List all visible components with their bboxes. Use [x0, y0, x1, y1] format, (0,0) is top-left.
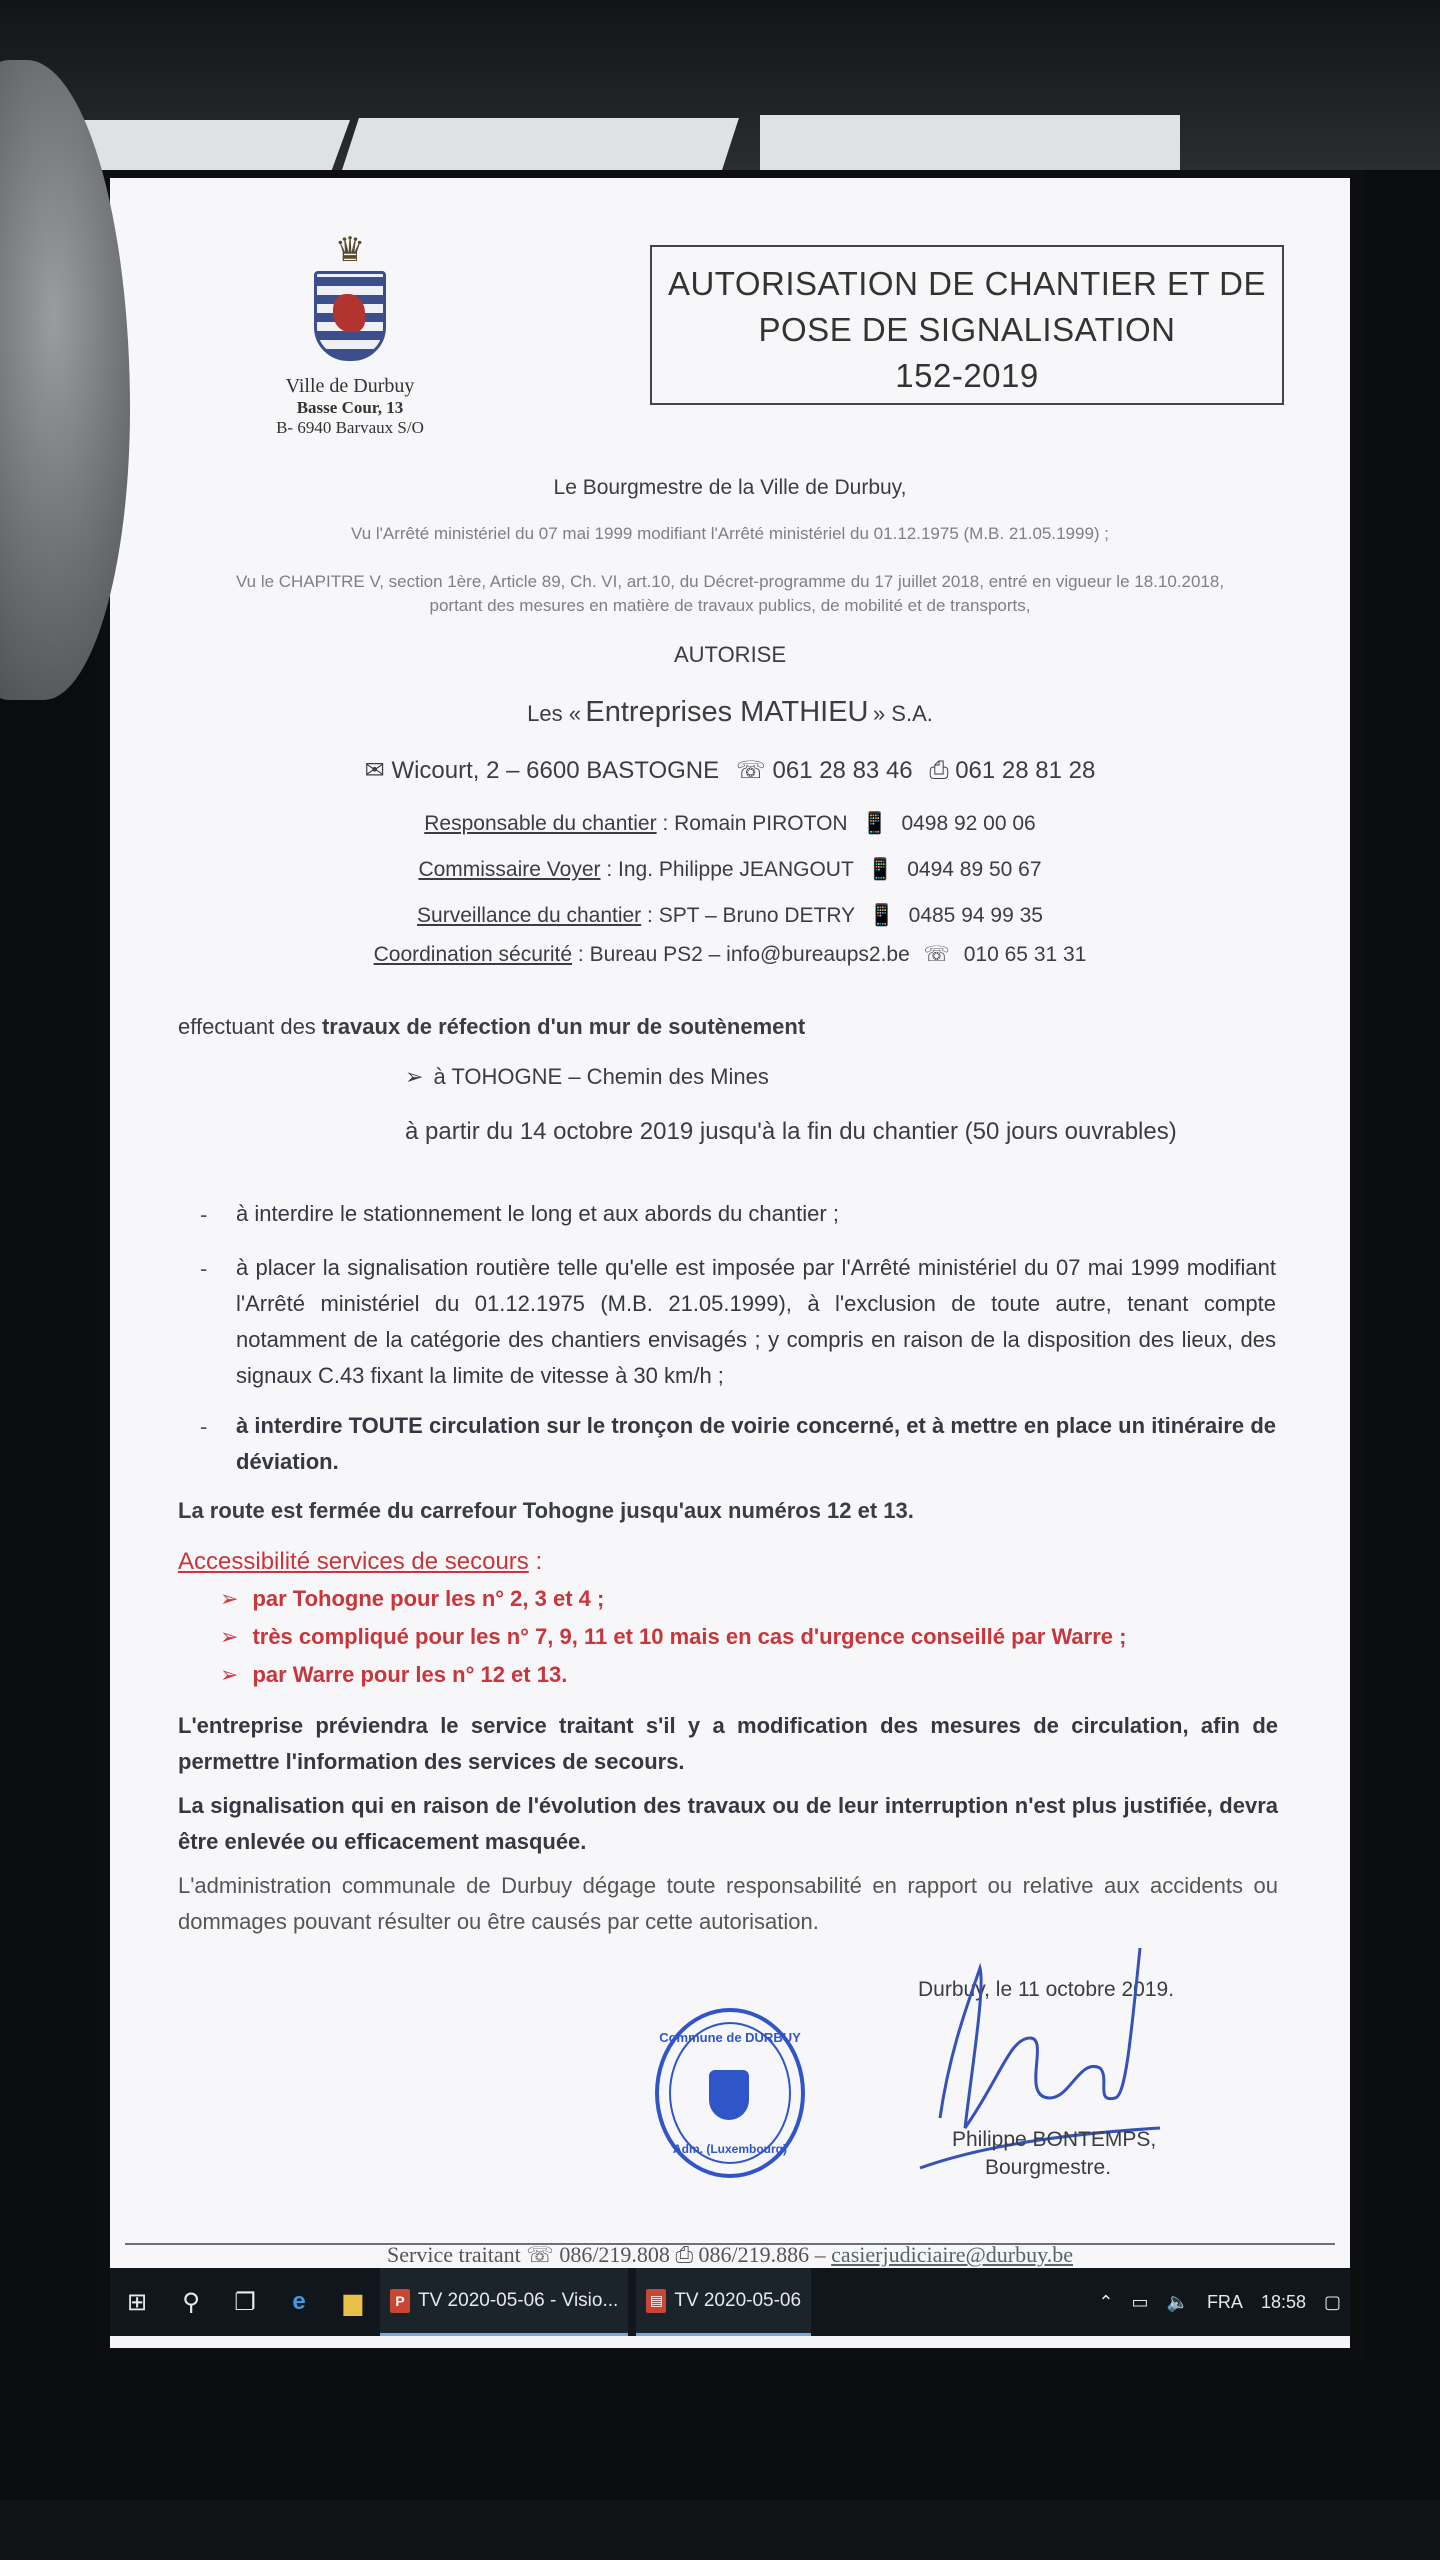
access-item-3	[220, 1662, 567, 1688]
measure-2: à placer la signalisation routière telle qu'elle est imposée par l'Arrêté ministériel du 07 mai 1999 modifiant l'Arrêté ministériel du 01.12.1975 (M.B. 21.05.1999), à l'exclusion de toute autre, tenant compte notamment de la catégorie des chantiers envisagés ; y compris en raison de la disposition des lieux, des signaux C.43 fixant la limite de vitesse à 30 km/h ;	[236, 1255, 1276, 1388]
seal-crest-icon	[709, 2070, 749, 2120]
access-heading	[178, 1548, 542, 1576]
contact-phone: 010 65 31 31	[963, 943, 1087, 966]
windows-taskbar	[110, 2268, 1350, 2336]
taskbar-app-label: TV 2020-05-06 - Visio...	[418, 2289, 619, 2311]
seal-text-bottom: Adm. (Luxembourg)	[673, 2142, 787, 2156]
access-item-2	[220, 1624, 1126, 1650]
chevron-up-icon[interactable]: ⌃	[1098, 2291, 1114, 2312]
search-icon[interactable]: ⚲	[182, 2288, 200, 2316]
location-text: à TOHOGNE – Chemin des Mines	[433, 1064, 769, 1089]
phone-icon: ☏	[923, 943, 950, 966]
title-number: 152-2019	[895, 357, 1039, 394]
seal-text-top: Commune de DURBUY	[659, 2030, 801, 2045]
company-line	[110, 696, 1350, 729]
official-seal	[655, 2008, 805, 2178]
signatory-name: Philippe BONTEMPS,	[952, 2128, 1157, 2151]
envelope-icon: ✉	[364, 757, 385, 784]
clock[interactable]: 18:58	[1260, 2291, 1306, 2312]
works-type: travaux de réfection d'un mur de soutènement	[321, 1014, 806, 1039]
contact-value: : SPT – Bruno DETRY	[647, 904, 855, 927]
title-line-1: AUTORISATION DE CHANTIER ET DE	[667, 265, 1267, 302]
legal-reference-3: portant des mesures en matière de travaux publics, de mobilité et de transports,	[429, 596, 1031, 615]
autorise-heading: AUTORISE	[673, 642, 787, 667]
taskbar-app-document[interactable]	[636, 2268, 811, 2336]
arrow-icon: ➢	[220, 1624, 239, 1649]
mobile-phone-icon: 📱	[861, 812, 888, 835]
contact-phone: 0485 94 99 35	[908, 904, 1043, 927]
input-language[interactable]: FRA	[1206, 2291, 1243, 2312]
footer-label: Service traitant	[387, 2242, 521, 2267]
bullet-dash: -	[200, 1202, 208, 1227]
company-address-line	[110, 756, 1350, 785]
town-city: B- 6940 Barvaux S/O	[276, 418, 424, 437]
contact-value: : Bureau PS2 – info@bureaups2.be	[577, 943, 910, 966]
document-page	[110, 178, 1350, 2268]
taskbar-app-presentation[interactable]	[380, 2268, 628, 2336]
window-reflection	[341, 118, 739, 173]
contact-label: Coordination sécurité	[373, 943, 573, 966]
paragraph-signage: La signalisation qui en raison de l'évolution des travaux ou de leur interruption n'est plus justifiée, devra être enlevée ou efficacement masquée.	[178, 1793, 1278, 1854]
contact-value: : Ing. Philippe JEANGOUT	[606, 858, 854, 881]
footer-email[interactable]: casierjudiciaire@durbuy.be	[831, 2242, 1073, 2267]
fax-icon: ⎙	[929, 757, 949, 784]
access-item-1	[220, 1586, 604, 1612]
footer-fax: 086/219.886	[698, 2242, 810, 2267]
phone-icon: ☏	[735, 757, 766, 784]
company-fax: 061 28 81 28	[955, 757, 1096, 784]
works-prefix: effectuant des	[178, 1014, 322, 1039]
contact-label: Commissaire Voyer	[418, 858, 601, 881]
signatory-role: Bourgmestre.	[985, 2156, 1112, 2179]
works-period: à partir du 14 octobre 2019 jusqu'à la fin du chantier (50 jours ouvrables)	[405, 1118, 1177, 1145]
works-description	[178, 1014, 805, 1040]
road-closed-notice: La route est fermée du carrefour Tohogne jusqu'aux numéros 12 et 13.	[178, 1498, 914, 1523]
town-name: Ville de Durbuy	[285, 375, 415, 397]
bullet-dash: -	[200, 1414, 208, 1439]
footer-service	[110, 2242, 1350, 2268]
footer-phone: 086/219.808	[559, 2242, 670, 2267]
start-icon[interactable]: ⊞	[126, 2288, 148, 2316]
contact-surveillance	[110, 904, 1350, 928]
access-text: par Warre pour les n° 12 et 13.	[252, 1662, 568, 1687]
municipality-logo	[230, 233, 470, 438]
footer-separator: –	[814, 2242, 826, 2267]
paragraph-notification: L'entreprise préviendra le service traitant s'il y a modification des mesures de circulation, afin de permettre l'information des services de secours.	[178, 1713, 1278, 1774]
system-tray	[1089, 2292, 1350, 2313]
arrow-icon: ➢	[220, 1586, 239, 1611]
edge-browser-icon[interactable]: e	[292, 2288, 306, 2315]
arrow-icon: ➢	[220, 1662, 239, 1687]
measure-3: à interdire TOUTE circulation sur le tronçon de voirie concerné, et à mettre en place un itinéraire de déviation.	[236, 1413, 1276, 1474]
legal-reference-2: Vu le CHAPITRE V, section 1ère, Article 89, Ch. VI, art.10, du Décret-programme du 17 juillet 2018, entré en vigueur le 18.10.2018,	[235, 572, 1225, 591]
paragraph-liability: L'administration communale de Durbuy dégage toute responsabilité en rapport ou relative aux accidents ou dommages pouvant résulter ou être causés par cette autorisation.	[178, 1873, 1278, 1934]
company-address: Wicourt, 2 – 6600 BASTOGNE	[391, 757, 720, 784]
arrow-icon: ➢	[405, 1064, 424, 1089]
company-prefix: Les «	[527, 701, 581, 726]
file-explorer-icon[interactable]: ▆	[343, 2288, 363, 2316]
powerpoint-icon: P	[390, 2289, 410, 2313]
signature-date: Durbuy, le 11 octobre 2019.	[918, 1978, 1175, 2001]
volume-icon[interactable]: 🔈	[1166, 2291, 1189, 2312]
mobile-phone-icon: 📱	[868, 904, 895, 927]
bottom-strip	[0, 2500, 1440, 2560]
legal-reference-1: Vu l'Arrêté ministériel du 07 mai 1999 modifiant l'Arrêté ministériel du 01.12.1975 (M.B. 21.05.1999) ;	[350, 524, 1110, 543]
taskbar-app-label: TV 2020-05-06	[674, 2289, 802, 2311]
company-suffix: » S.A.	[872, 701, 933, 726]
measure-1: à interdire le stationnement le long et aux abords du chantier ;	[236, 1201, 839, 1226]
access-heading-text: Accessibilité services de secours	[178, 1548, 529, 1575]
contact-coordination	[110, 942, 1350, 967]
network-icon[interactable]: ▭	[1131, 2291, 1149, 2312]
document-title-box	[650, 245, 1284, 405]
works-location	[405, 1064, 769, 1090]
mayor-intro: Le Bourgmestre de la Ville de Durbuy,	[553, 476, 907, 499]
town-street: Basse Cour, 13	[296, 398, 404, 417]
coat-of-arms-icon	[314, 271, 386, 361]
contact-responsable	[110, 812, 1350, 836]
fax-icon: ⎙	[675, 2242, 694, 2267]
phone-icon: ☏	[526, 2242, 554, 2267]
mobile-phone-icon: 📱	[867, 858, 894, 881]
company-phone: 061 28 83 46	[772, 757, 913, 784]
contact-phone: 0494 89 50 67	[907, 858, 1042, 881]
access-text: par Tohogne pour les n° 2, 3 et 4 ;	[252, 1586, 605, 1611]
pdf-icon: ▤	[646, 2289, 666, 2313]
title-line-2: POSE DE SIGNALISATION	[758, 311, 1176, 348]
window-reflection	[760, 115, 1180, 173]
access-text: très compliqué pour les n° 7, 9, 11 et 10 mais en cas d'urgence conseillé par Warre ;	[252, 1624, 1127, 1649]
contact-commissaire	[110, 858, 1350, 882]
company-name: Entreprises MATHIEU	[585, 696, 869, 728]
contact-label: Surveillance du chantier	[417, 904, 642, 927]
contact-label: Responsable du chantier	[424, 812, 657, 835]
task-view-icon[interactable]: ❐	[234, 2288, 256, 2316]
monitor-screen	[110, 178, 1350, 2348]
notifications-icon[interactable]: ▢	[1323, 2291, 1341, 2312]
crown-icon: ♛	[334, 232, 366, 269]
access-heading-colon: :	[528, 1548, 543, 1575]
bullet-dash: -	[200, 1256, 208, 1281]
contact-phone: 0498 92 00 06	[901, 812, 1036, 835]
contact-value: : Romain PIROTON	[662, 812, 848, 835]
